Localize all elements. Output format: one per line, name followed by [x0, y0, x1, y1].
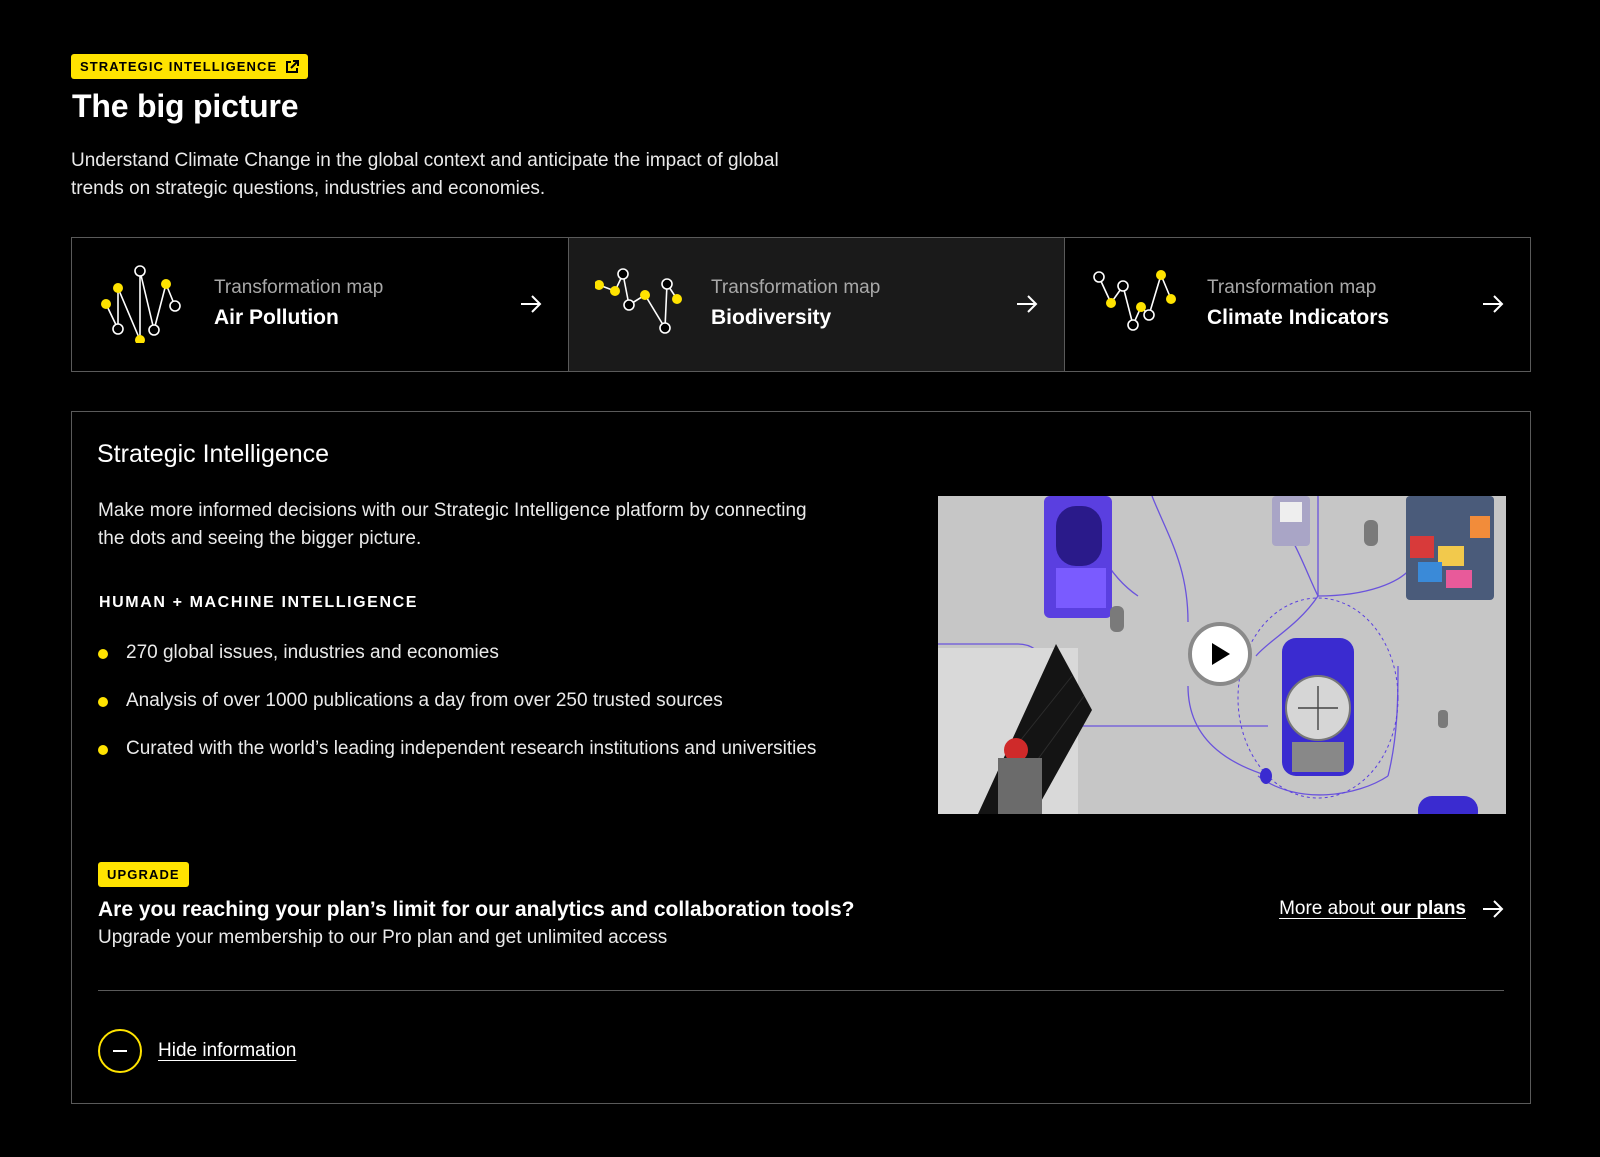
- arrow-right-icon: [1016, 294, 1038, 314]
- hide-information-link[interactable]: Hide information: [158, 1040, 297, 1061]
- external-link-icon: [285, 60, 299, 74]
- map-subtitle: Transformation map: [214, 277, 384, 298]
- upgrade-subtitle: Upgrade your membership to our Pro plan and get unlimited access: [98, 927, 668, 948]
- arrow-right-icon: [1482, 294, 1504, 314]
- map-card-climate-indicators[interactable]: [1064, 238, 1530, 371]
- network-graph-icon: [595, 263, 685, 343]
- transformation-maps-row: [71, 237, 1531, 372]
- divider: [98, 990, 1504, 991]
- intro-text: Understand Climate Change in the global context and anticipate the impact of global trends on strategic questions, industries and economies.: [71, 150, 779, 199]
- map-subtitle: Transformation map: [1207, 277, 1377, 298]
- list-item: 270 global issues, industries and economies: [98, 639, 818, 667]
- play-button[interactable]: [1188, 622, 1252, 686]
- upgrade-title: Are you reaching your plan’s limit for our analytics and collaboration tools?: [98, 898, 855, 921]
- strategic-intelligence-badge[interactable]: [71, 54, 308, 79]
- map-name: Air Pollution: [214, 306, 339, 329]
- list-item: Analysis of over 1000 publications a day from over 250 trusted sources: [98, 687, 818, 715]
- section-heading: HUMAN + MACHINE INTELLIGENCE: [99, 594, 419, 611]
- collapse-button[interactable]: [98, 1029, 142, 1073]
- plans-link-bold: our plans: [1380, 898, 1466, 919]
- map-name: Biodiversity: [711, 306, 832, 329]
- map-subtitle: Transformation map: [711, 277, 881, 298]
- panel-title: Strategic Intelligence: [97, 440, 330, 468]
- plans-link-text: [1279, 898, 1466, 920]
- map-name: Climate Indicators: [1207, 306, 1390, 329]
- more-about-plans-link[interactable]: [1279, 898, 1504, 920]
- map-card-air-pollution[interactable]: [72, 238, 568, 371]
- play-icon: [1208, 641, 1232, 667]
- plans-link-prefix: More about: [1279, 898, 1381, 919]
- page-title: The big picture: [72, 88, 299, 124]
- minus-icon: [113, 1049, 127, 1053]
- feature-list: [98, 639, 818, 783]
- upgrade-badge: UPGRADE: [98, 862, 189, 887]
- panel-description: Make more informed decisions with our Strategic Intelligence platform by connecting the dots and seeing the bigger picture.: [98, 500, 807, 549]
- map-card-biodiversity[interactable]: [568, 238, 1064, 371]
- hide-information-toggle[interactable]: [98, 1029, 296, 1073]
- arrow-right-icon: [1482, 899, 1504, 919]
- video-player[interactable]: [938, 496, 1506, 814]
- list-item: Curated with the world’s leading independent research institutions and universities: [98, 735, 818, 763]
- arrow-right-icon: [520, 294, 542, 314]
- network-graph-icon: [98, 263, 188, 343]
- badge-label: STRATEGIC INTELLIGENCE: [80, 59, 278, 74]
- strategic-intelligence-panel: [71, 411, 1531, 1104]
- network-graph-icon: [1091, 263, 1181, 343]
